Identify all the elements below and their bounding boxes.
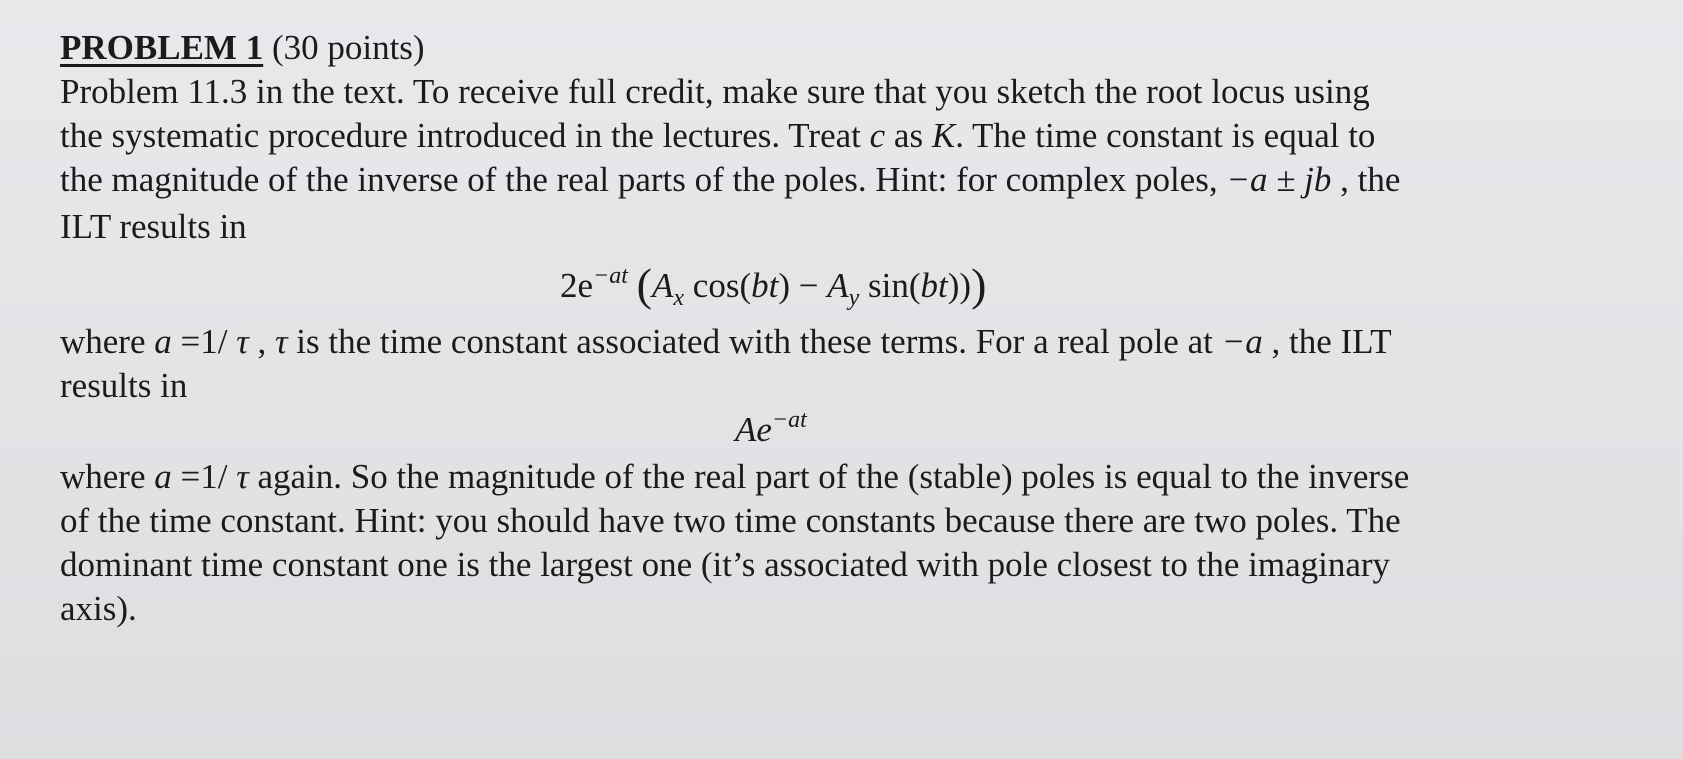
math-tau: τ: [236, 322, 249, 361]
text-run: . The time constant is equal to: [955, 116, 1376, 155]
text-run: =1/: [171, 457, 237, 496]
text-run: where: [60, 457, 155, 496]
paragraph1-line3: [60, 158, 1400, 202]
math-tau: τ: [236, 457, 249, 496]
problem-heading: [60, 26, 425, 70]
text-run: where: [60, 322, 155, 361]
math-a: a: [154, 457, 172, 496]
eq-ax-sub: x: [673, 285, 685, 311]
eq-close-paren: ): [971, 259, 987, 310]
paragraph3-line2: of the time constant. Hint: you should have two time constants because there are two poles. The: [60, 501, 1401, 540]
eq-open-paren: (: [636, 259, 652, 310]
equation-real-ilt: [735, 408, 807, 456]
problem-title: PROBLEM 1: [60, 28, 264, 67]
text-run: as: [885, 116, 932, 155]
text-run: =1/: [171, 322, 237, 361]
text-run: is the time constant associated with these terms. For a real pole at: [287, 322, 1222, 361]
math-c: c: [869, 116, 886, 155]
eq-coef: 2e: [560, 266, 594, 305]
math-neg-a: −a: [1221, 322, 1263, 361]
math-k: K: [931, 116, 956, 155]
eq-ay-sub: y: [848, 285, 860, 311]
paragraph3-line4: axis).: [60, 589, 137, 628]
text-run: the magnitude of the inverse of the real parts of the poles. Hint: for complex poles,: [60, 160, 1227, 199]
eq-ay: A: [827, 266, 849, 305]
eq-mid: ) −: [778, 266, 828, 305]
paragraph1-line2: [60, 114, 1375, 158]
eq-end: )): [947, 266, 972, 305]
eq2-exponent: −at: [771, 407, 807, 433]
eq2-base: Ae: [735, 410, 772, 449]
eq-sin: sin(: [859, 266, 921, 305]
paragraph1-line4: ILT results in: [60, 207, 247, 246]
text-run: the systematic procedure introduced in the lectures. Treat: [60, 116, 870, 155]
math-complex-poles: −a ± jb: [1226, 160, 1332, 199]
equation-complex-ilt: [560, 260, 986, 312]
math-a: a: [154, 322, 172, 361]
eq-bt: bt: [751, 266, 779, 305]
paragraph2-line1: [60, 320, 1392, 364]
paragraph1-line1: Problem 11.3 in the text. To receive full credit, make sure that you sketch the root locus using: [60, 72, 1370, 111]
text-run: again. So the magnitude of the real part of the (stable) poles is equal to the inverse: [248, 457, 1410, 496]
eq-bt: bt: [920, 266, 948, 305]
paragraph2-line2: results in: [60, 366, 188, 405]
text-run: , the ILT: [1262, 322, 1392, 361]
text-run: ,: [248, 322, 276, 361]
math-tau: τ: [275, 322, 288, 361]
problem-points: (30 points): [271, 28, 425, 67]
eq-cos: cos(: [684, 266, 752, 305]
text-run: , the: [1331, 160, 1401, 199]
paragraph3-line3: dominant time constant one is the largest one (it’s associated with pole closest to the imaginary: [60, 545, 1391, 584]
eq-ax: A: [652, 266, 674, 305]
paragraph3-line1: [60, 455, 1409, 499]
eq-exponent: −at: [593, 263, 628, 289]
